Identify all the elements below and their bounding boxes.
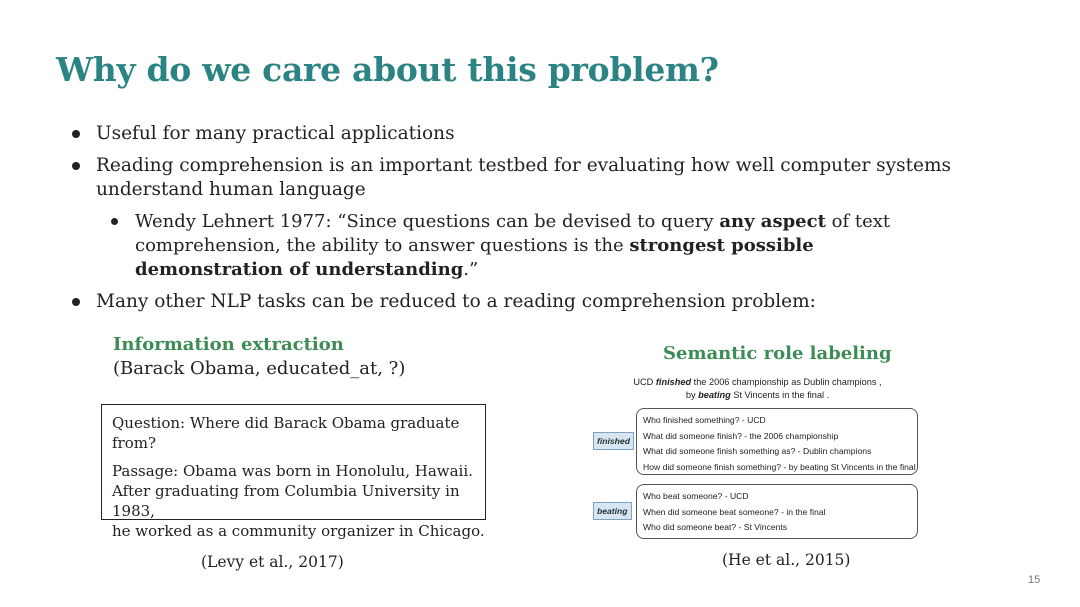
quote-bold-1: any aspect — [719, 211, 826, 232]
qa-example-box — [101, 404, 486, 540]
srl-sentence-text: UCD — [633, 377, 656, 387]
he-citation: (He et al., 2015) — [722, 551, 851, 569]
info-extraction-heading: Information extraction — [113, 334, 344, 355]
qa-passage-line: After graduating from Columbia University in 1983, — [112, 482, 460, 520]
predicate-label-beating: beating — [593, 502, 632, 520]
qa-passage-line: he worked as a community organizer in Chicago. — [112, 522, 485, 540]
srl-sentence-text: the 2006 championship as Dublin champions , — [691, 377, 882, 387]
sub-bullet-item — [111, 210, 952, 282]
levy-citation: (Levy et al., 2017) — [201, 553, 344, 571]
bullet-text: Useful for many practical applications — [96, 123, 455, 144]
bullet-dot-icon — [72, 162, 80, 170]
bullet-item — [72, 154, 952, 202]
bullet-dot-icon — [72, 130, 80, 138]
srl-sentence-text: St Vincents in the final . — [730, 390, 830, 400]
predicate-label-finished: finished — [593, 432, 634, 450]
quote-post: .” — [463, 259, 479, 280]
srl-sentence-text: by — [685, 390, 699, 400]
role-qa-line: How did someone finish something? - by beating St Vincents in the final — [643, 461, 916, 472]
info-extraction-tuple: (Barack Obama, educated_at, ?) — [113, 358, 406, 379]
bullet-dot-icon — [72, 298, 80, 306]
quote-mid: of text comprehension, the ability to answer questions is the — [135, 211, 891, 256]
bullet-dot-icon — [111, 218, 118, 225]
qa-passage-line: Passage: Obama was born in Honolulu, Hawaii. — [112, 462, 473, 480]
role-qa-line: Who finished something? - UCD — [643, 415, 766, 425]
role-qa-line: When did someone beat someone? - in the final — [643, 506, 826, 517]
srl-predicate-word: finished — [655, 377, 692, 387]
bullet-item — [72, 290, 952, 314]
bullet-text: Many other NLP tasks can be reduced to a reading comprehension problem: — [96, 291, 816, 312]
slide-title: Why do we care about this problem? — [56, 50, 719, 89]
role-qa-group-beating — [636, 484, 918, 539]
role-qa-group-finished — [636, 408, 918, 475]
srl-heading: Semantic role labeling — [663, 343, 892, 364]
srl-sentence — [600, 376, 915, 402]
quote-bold-2: strongest possible demonstration of understanding — [135, 235, 814, 280]
bullet-item — [72, 122, 952, 146]
bullet-list — [72, 122, 952, 322]
role-qa-line: Who beat someone? - UCD — [643, 491, 749, 501]
bullet-text: Reading comprehension is an important testbed for evaluating how well computer systems understand human language — [96, 155, 952, 200]
role-qa-line: What did someone finish something as? - Dublin champions — [643, 446, 872, 457]
page-number: 15 — [1028, 574, 1041, 586]
qa-question: Question: Where did Barack Obama graduate from? — [112, 414, 460, 452]
srl-predicate-word: beating — [698, 390, 731, 400]
quote-pre: Wendy Lehnert 1977: “Since questions can be devised to query — [135, 211, 720, 232]
role-qa-line: Who did someone beat? - St Vincents — [643, 522, 788, 533]
role-qa-line: What did someone finish? - the 2006 championship — [643, 430, 839, 441]
